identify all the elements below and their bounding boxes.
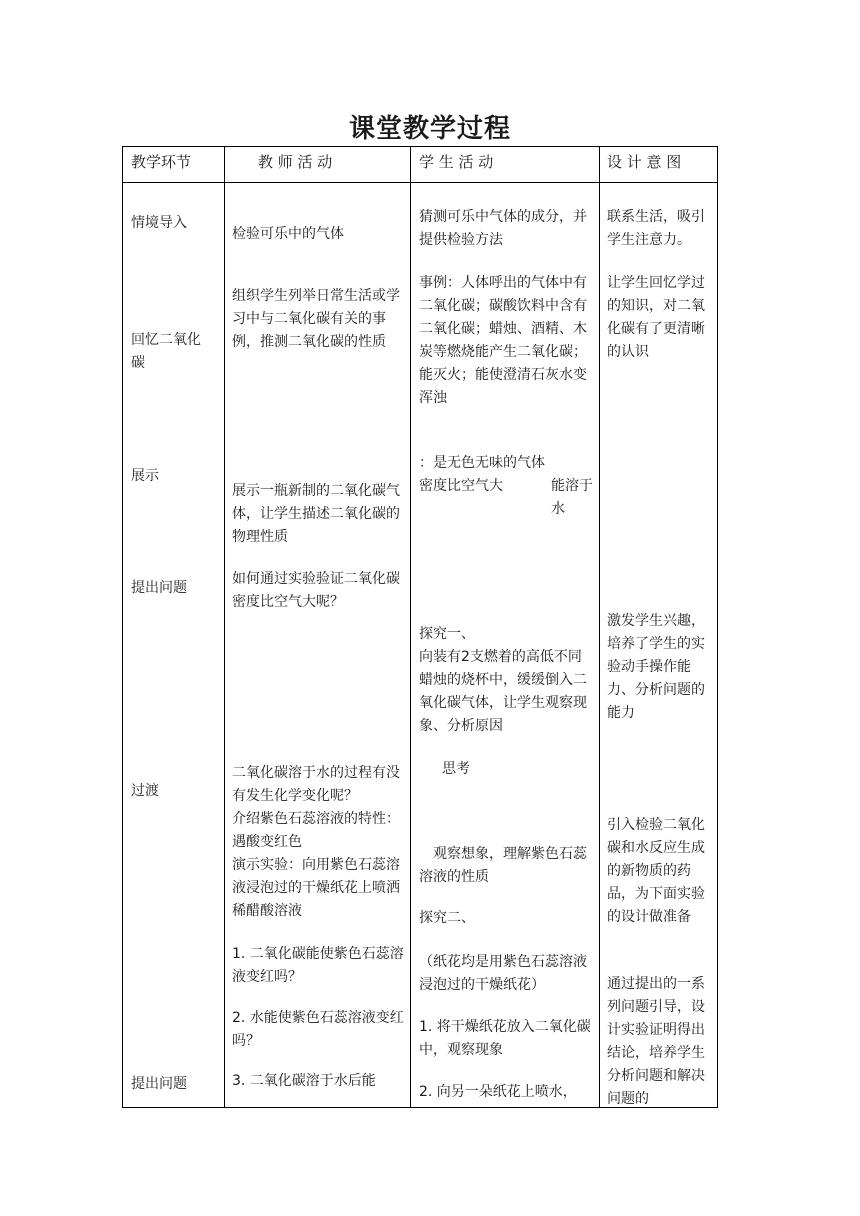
teacher-activity: 展示一瓶新制的二氧化碳气体，让学生描述二氧化碳的物理性质 <box>232 483 400 545</box>
student-activity: 2. 向另一朵纸花上喷水， <box>419 1084 577 1100</box>
teacher-activity: 如何通过实验验证二氧化碳密度比空气大呢？ <box>232 571 400 610</box>
student-activity: 能溶于水 <box>551 478 593 517</box>
teacher-question: 1. 二氧化碳能使紫色石蕊溶液变红吗？ <box>232 946 404 985</box>
student-activity: ：是无色无味的气体 <box>419 455 545 471</box>
column-divider <box>224 146 225 1108</box>
stage-label: 回忆二氧化碳 <box>131 332 201 371</box>
teacher-activity: 演示实验：向用紫色石蕊溶液浸泡过的干燥纸花上喷洒稀醋酸溶液 <box>232 857 400 919</box>
teacher-activity: 检验可乐中的气体 <box>232 226 344 242</box>
design-intent: 激发学生兴趣，培养了学生的实验动手操作能力、分析问题的能力 <box>607 613 705 721</box>
student-activity: 向装有2支燃着的高低不同蜡烛的烧杯中，缓缓倒入二氧化碳气体，让学生观察现象、分析原因 <box>419 649 587 734</box>
header-stage: 教学环节 <box>131 153 192 171</box>
header-divider <box>122 182 718 183</box>
student-activity: 事例：人体呼出的气体中有二氧化碳；碳酸饮料中含有二氧化碳；蜡烛、酒精、木炭等燃烧能产生二氧化碳；能灭火；能使澄清石灰水变浑浊 <box>419 275 587 406</box>
header-student: 学 生 活 动 <box>419 153 494 171</box>
student-activity: （纸花均是用紫色石蕊溶液浸泡过的干燥纸花） <box>419 954 587 993</box>
student-activity: 观察想象，理解紫色石蕊溶液的性质 <box>419 846 587 885</box>
stage-label: 情境导入 <box>131 215 187 231</box>
teacher-question: 3. 二氧化碳溶于水后能 <box>232 1073 376 1089</box>
teacher-activity: 二氧化碳溶于水的过程有没有发生化学变化呢？ <box>232 765 400 804</box>
design-intent: 让学生回忆学过的知识，对二氧化碳有了更清晰的认识 <box>607 275 705 360</box>
column-divider <box>599 146 600 1108</box>
stage-label: 提出问题 <box>131 580 187 596</box>
student-activity: 密度比空气大 <box>419 478 503 494</box>
page-title: 课堂教学过程 <box>348 114 511 144</box>
teacher-activity: 介绍紫色石蕊溶液的特性：遇酸变红色 <box>232 811 400 850</box>
column-divider <box>410 146 411 1108</box>
student-activity: 1. 将干燥纸花放入二氧化碳中，观察现象 <box>419 1019 591 1058</box>
design-intent: 引入检验二氧化碳和水反应生成的新物质的药品，为下面实验的设计做准备 <box>607 817 705 925</box>
stage-label: 过渡 <box>131 783 159 799</box>
student-activity: 猜测可乐中气体的成分，并提供检验方法 <box>419 209 587 248</box>
design-intent: 通过提出的一系列问题引导，设计实验证明得出结论，培养学生分析问题和解决问题的 <box>607 976 705 1107</box>
student-activity: 探究一、 <box>419 626 475 642</box>
header-teacher: 教 师 活 动 <box>258 153 333 171</box>
design-intent: 联系生活，吸引学生注意力。 <box>607 209 705 248</box>
stage-label: 提出问题 <box>131 1076 187 1092</box>
student-activity: 思考 <box>442 761 470 777</box>
teacher-question: 2. 水能使紫色石蕊溶液变红吗？ <box>232 1010 404 1049</box>
stage-label: 展示 <box>131 468 159 484</box>
teacher-activity: 组织学生列举日常生活或学习中与二氧化碳有关的事例，推测二氧化碳的性质 <box>232 288 400 350</box>
student-activity: 探究二、 <box>419 910 475 926</box>
header-intent: 设 计 意 图 <box>607 153 682 171</box>
